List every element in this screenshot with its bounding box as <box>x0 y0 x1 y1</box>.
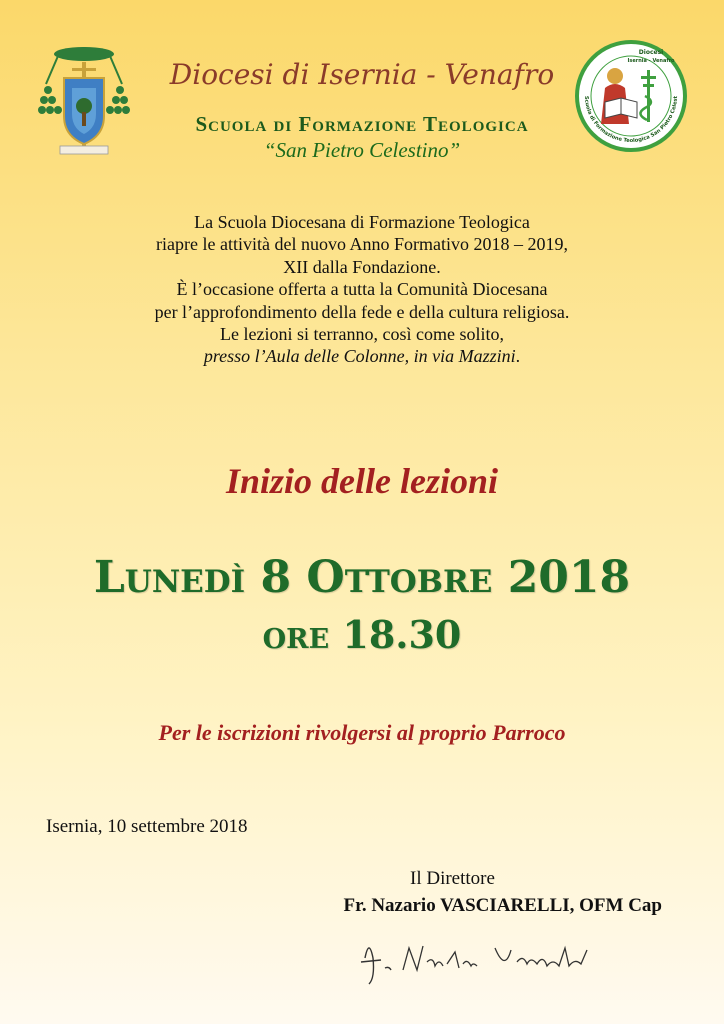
lessons-start-heading: Inizio delle lezioni <box>225 461 499 501</box>
intro-line: È l’occasione offerta a tutta la Comunità Diocesana <box>176 279 548 300</box>
place-and-date: Isernia, 10 settembre 2018 <box>46 816 248 837</box>
intro-line: riapre le attività del nuovo Anno Formativo 2018 – 2019, <box>156 234 568 255</box>
coat-of-arms-icon <box>38 44 130 160</box>
handwritten-signature <box>355 928 595 988</box>
intro-line: Le lezioni si terranno, così come solito, <box>220 324 504 345</box>
intro-paragraph <box>60 211 664 368</box>
intro-line: per l’approfondimento della fede e della cultura religiosa. <box>154 301 570 322</box>
event-time: ore 18.30 <box>262 612 462 657</box>
enrollment-note: Per le iscrizioni rivolgersi al proprio Parroco <box>158 720 566 745</box>
seal-label-top: Diocesi <box>638 49 664 56</box>
event-date: Lunedì 8 Ottobre 2018 <box>93 552 631 603</box>
school-subtitle: “San Pietro Celestino” <box>263 138 461 162</box>
director-role: Il Direttore <box>410 868 495 889</box>
intro-line: XII dalla Fondazione. <box>283 256 441 277</box>
director-name: Fr. Nazario VASCIARELLI, OFM Cap <box>343 895 662 916</box>
intro-location-end: . <box>515 346 521 367</box>
intro-location: presso l’Aula delle Colonne, in via Mazzini <box>203 346 516 367</box>
intro-location-line <box>60 345 664 367</box>
diocese-title: Diocesi di Isernia - Venafro <box>169 58 555 91</box>
school-title: Scuola di Formazione Teologica <box>195 112 529 136</box>
seal-label-mid: Isernia - Venafro <box>627 58 675 64</box>
intro-line: La Scuola Diocesana di Formazione Teologica <box>194 212 530 232</box>
seal-ring-text: Scuola di Formazione Teologica San Pietro Celest <box>582 95 680 145</box>
